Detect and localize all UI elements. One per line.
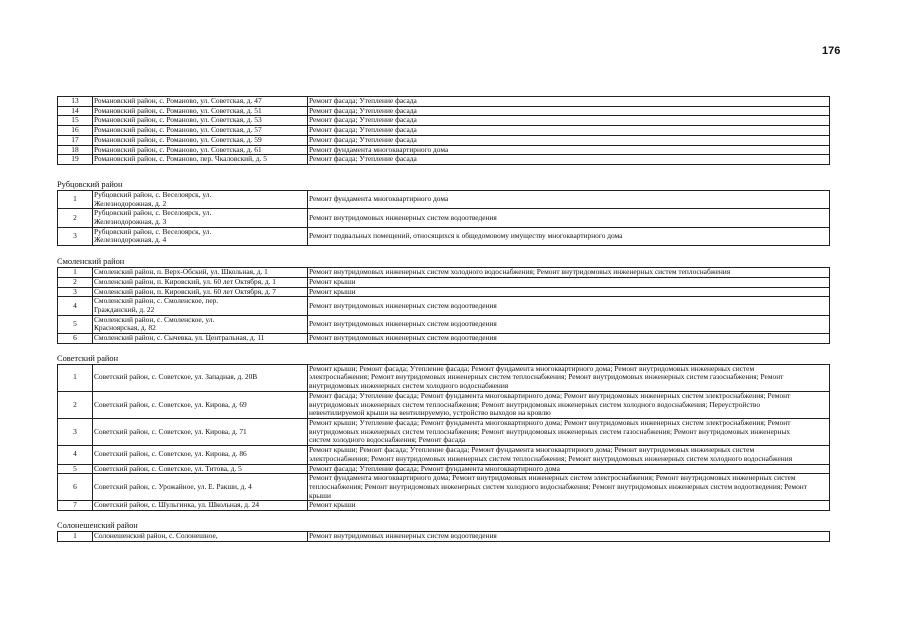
table-soloneshensky: [57, 531, 830, 542]
address-cell: Советский район, с. Советское, ул. Кирова, д. 71: [93, 418, 308, 445]
address-cell: Романовский район, с. Романово, ул. Советская, д. 61: [93, 145, 308, 155]
table-sovetsky: [57, 364, 830, 511]
table-row: [58, 532, 830, 542]
row-number: 2: [58, 391, 93, 418]
row-number: 19: [58, 155, 93, 165]
table-row: [58, 277, 830, 287]
address-cell: Смоленский район, п. Кировский, ул. 60 лет Октября, д. 1: [93, 277, 308, 287]
work-cell: Ремонт внутридомовых инженерных систем холодного водоснабжения; Ремонт внутридомовых инженерных систем теплоснабжения: [308, 268, 830, 278]
work-cell: Ремонт крыши: [308, 287, 830, 297]
address-cell: Романовский район, с. Романово, ул. Советская, д. 57: [93, 126, 308, 136]
row-number: 7: [58, 501, 93, 511]
work-cell: Ремонт внутридомовых инженерных систем водоотведения: [308, 297, 830, 315]
address-cell: Смоленский район, с. Смоленское, ул. Красноярская, д. 82: [93, 315, 308, 333]
row-number: 15: [58, 116, 93, 126]
district-heading: Рубцовский район: [57, 179, 123, 189]
work-cell: Ремонт фасада; Утепление фасада; Ремонт фундамента многоквартирного дома: [308, 464, 830, 474]
address-cell: Рубцовский район, с. Веселоярск, ул. Железнодорожная, д. 3: [93, 209, 308, 227]
address-cell: Советский район, с. Советское, ул. Титова, д. 5: [93, 464, 308, 474]
table-row: [58, 315, 830, 333]
table-row: [58, 418, 830, 445]
district-heading: Смоленский район: [57, 257, 125, 267]
work-cell: Ремонт крыши: [308, 277, 830, 287]
work-cell: Ремонт фундамента многоквартирного дома: [308, 190, 830, 208]
work-cell: Ремонт фасада; Утепление фасада: [308, 106, 830, 116]
table-row: [58, 268, 830, 278]
row-number: 1: [58, 532, 93, 542]
address-cell: Рубцовский район, с. Веселоярск, ул. Железнодорожная, д. 2: [93, 190, 308, 208]
row-number: 4: [58, 297, 93, 315]
table-row: [58, 287, 830, 297]
work-cell: Ремонт фасада; Утепление фасада: [308, 155, 830, 165]
address-cell: Романовский район, с. Романово, ул. Советская, д. 51: [93, 106, 308, 116]
work-cell: Ремонт фасада; Утепление фасада; Ремонт фундамента многоквартирного дома; Ремонт внутридомовых инженерных систем электроснабжения; Ремонт внутридомовых инженерных систем теплоснабжения; Ремонт внутридомовых инженерных систем холодного водоснабжения; Переустройство невентилируемой крыши на вентилируемую, устройство выходов на кровлю: [308, 391, 830, 418]
work-cell: Ремонт крыши; Ремонт фасада; Утепление фасада; Ремонт фундамента многоквартирного дома; Ремонт внутридомовых инженерных систем электроснабжения; Ремонт внутридомовых инженерных систем теплоснабжения; Ремонт внутридомовых инженерных систем газоснабжения; Ремонт внутридомовых инженерных систем холодного водоснабжения: [308, 364, 830, 391]
table-row: [58, 464, 830, 474]
table-row: [58, 116, 830, 126]
address-cell: Смоленский район, п. Верх-Обский, ул. Школьная, д. 1: [93, 268, 308, 278]
row-number: 3: [58, 418, 93, 445]
row-number: 5: [58, 464, 93, 474]
table-row: [58, 227, 830, 245]
row-number: 14: [58, 106, 93, 116]
district-heading: Солонешенский район: [57, 521, 138, 531]
address-cell: Романовский район, с. Романово, ул. Советская, д. 53: [93, 116, 308, 126]
work-cell: Ремонт крыши; Ремонт фасада; Утепление фасада; Ремонт фундамента многоквартирного дома; Ремонт внутридомовых инженерных систем электроснабжения; Ремонт внутридомовых инженерных систем теплоснабжения; Ремонт внутридомовых инженерных систем холодного водоснабжения: [308, 446, 830, 464]
table-row: [58, 334, 830, 344]
row-number: 17: [58, 135, 93, 145]
work-cell: Ремонт фасада; Утепление фасада: [308, 135, 830, 145]
table-row: [58, 135, 830, 145]
work-cell: Ремонт подвальных помещений, относящихся к общедомовому имуществу многоквартирного дома: [308, 227, 830, 245]
row-number: 2: [58, 277, 93, 287]
table-rubtsovsky: [57, 190, 830, 246]
district-heading: Советский район: [57, 353, 119, 363]
row-number: 3: [58, 227, 93, 245]
row-number: 18: [58, 145, 93, 155]
table-row: [58, 446, 830, 464]
address-cell: Смоленский район, п. Кировский, ул. 60 лет Октября, д. 7: [93, 287, 308, 297]
table-row: [58, 364, 830, 391]
document-body: [57, 96, 829, 542]
table-row: [58, 391, 830, 418]
row-number: 16: [58, 126, 93, 136]
work-cell: Ремонт внутридомовых инженерных систем водоотведения: [308, 532, 830, 542]
address-cell: Романовский район, с. Романово, ул. Советская, д. 59: [93, 135, 308, 145]
table-row: [58, 297, 830, 315]
work-cell: Ремонт внутридомовых инженерных систем водоотведения: [308, 315, 830, 333]
address-cell: Советский район, с. Советское, ул. Кирова, д. 86: [93, 446, 308, 464]
row-number: 13: [58, 97, 93, 107]
row-number: 1: [58, 268, 93, 278]
page-number: 176: [822, 45, 841, 57]
row-number: 3: [58, 287, 93, 297]
address-cell: Романовский район, с. Романово, ул. Советская, д. 47: [93, 97, 308, 107]
table-row: [58, 106, 830, 116]
address-cell: Смоленский район, с. Сычевка, ул. Центральная, д. 11: [93, 334, 308, 344]
address-cell: Смоленский район, с. Смоленское, пер. Гражданский, д. 22: [93, 297, 308, 315]
row-number: 1: [58, 190, 93, 208]
row-number: 1: [58, 364, 93, 391]
work-cell: Ремонт внутридомовых инженерных систем водоотведения: [308, 334, 830, 344]
table-row: [58, 190, 830, 208]
address-cell: Советский район, с. Урожайное, ул. Е. Ракши, д. 4: [93, 474, 308, 501]
table-smolensky: [57, 267, 830, 344]
address-cell: Романовский район, с. Романово, пер. Чкаловский, д. 5: [93, 155, 308, 165]
row-number: 2: [58, 209, 93, 227]
address-cell: Советский район, с. Шульгинка, ул. Школьная, д. 24: [93, 501, 308, 511]
address-cell: Солонешенский район, с. Солонешное,: [93, 532, 308, 542]
row-number: 6: [58, 474, 93, 501]
table-row: [58, 97, 830, 107]
address-cell: Советский район, с. Советское, ул. Западная, д. 20В: [93, 364, 308, 391]
row-number: 5: [58, 315, 93, 333]
work-cell: Ремонт фундамента многоквартирного дома: [308, 145, 830, 155]
address-cell: Советский район, с. Советское, ул. Кирова, д. 69: [93, 391, 308, 418]
work-cell: Ремонт фасада; Утепление фасада: [308, 126, 830, 136]
row-number: 6: [58, 334, 93, 344]
table-row: [58, 501, 830, 511]
table-row: [58, 145, 830, 155]
table-row: [58, 155, 830, 165]
work-cell: Ремонт крыши; Утепление фасада; Ремонт фундамента многоквартирного дома; Ремонт внутридомовых инженерных систем электроснабжения; Ремонт внутридомовых инженерных систем теплоснабжения; Ремонт внутридомовых инженерных систем газоснабжения; Ремонт внутридомовых инженерных систем холодного водоснабжения; Ремонт фасада: [308, 418, 830, 445]
table-romanovsky: [57, 96, 830, 165]
table-row: [58, 209, 830, 227]
address-cell: Рубцовский район, с. Веселоярск, ул. Железнодорожная, д. 4: [93, 227, 308, 245]
table-row: [58, 126, 830, 136]
work-cell: Ремонт фасада; Утепление фасада: [308, 97, 830, 107]
table-row: [58, 474, 830, 501]
work-cell: Ремонт крыши: [308, 501, 830, 511]
row-number: 4: [58, 446, 93, 464]
work-cell: Ремонт фасада; Утепление фасада: [308, 116, 830, 126]
work-cell: Ремонт внутридомовых инженерных систем водоотведения: [308, 209, 830, 227]
work-cell: Ремонт фундамента многоквартирного дома; Ремонт внутридомовых инженерных систем электроснабжения; Ремонт внутридомовых инженерных систем теплоснабжения; Ремонт внутридомовых инженерных систем холодного водоснабжения; Ремонт внутридомовых инженерных систем водоотведения; Ремонт крыши: [308, 474, 830, 501]
